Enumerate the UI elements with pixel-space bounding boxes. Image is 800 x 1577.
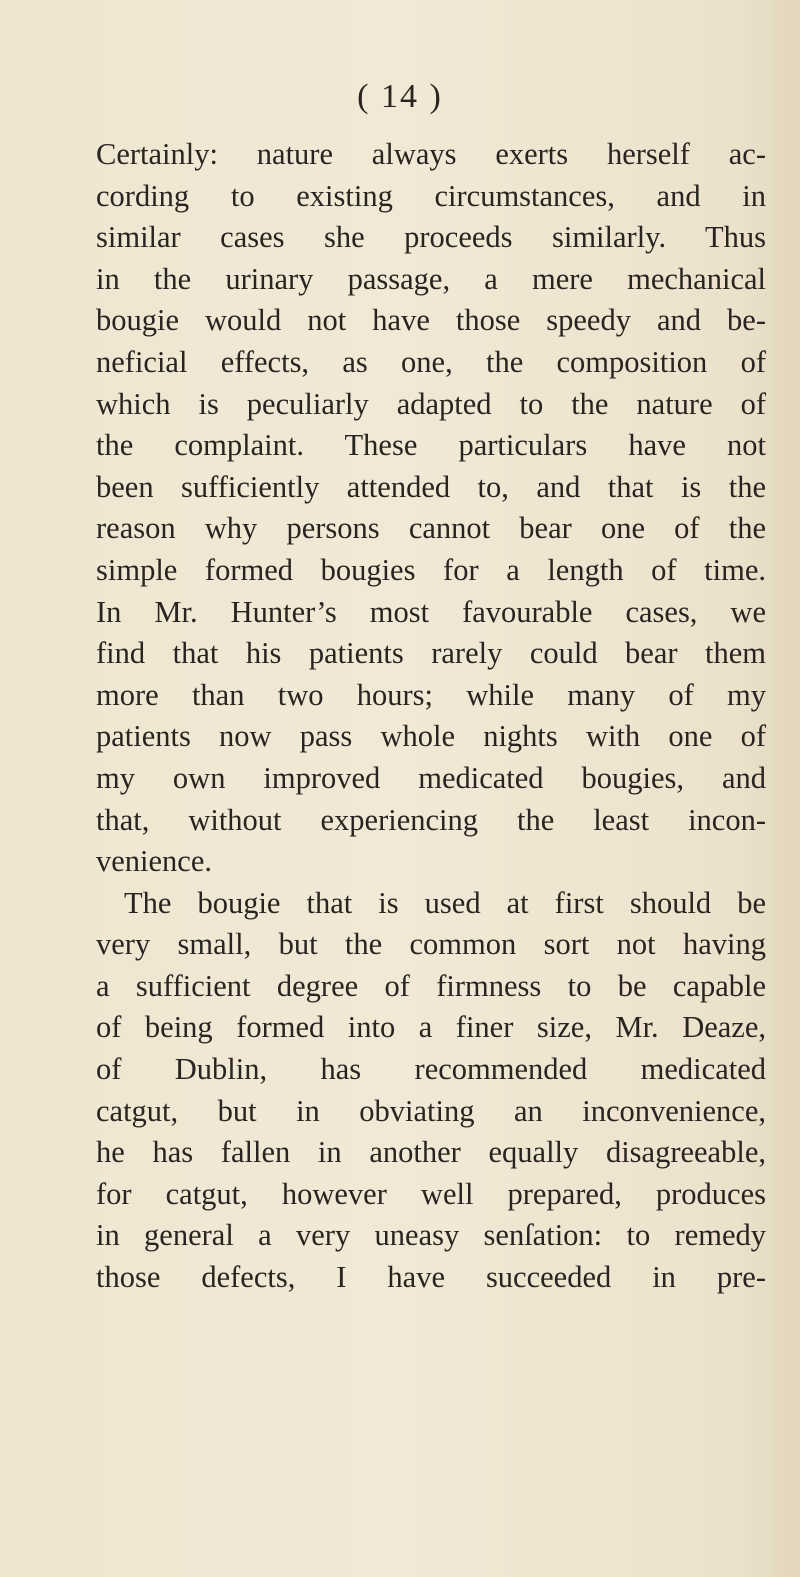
text-line: cording to existing circumstances, and in — [96, 178, 766, 213]
text-line: those defects, I have succeeded in pre- — [96, 1260, 766, 1295]
text-line: in the urinary passage, a mere mechanical — [96, 261, 766, 296]
text-line: bougie would not have those speedy and be- — [96, 303, 766, 338]
text-line: he has fallen in another equally disagreeable, — [96, 1135, 766, 1170]
text-line: very small, but the common sort not having — [96, 927, 766, 962]
text-line: neficial effects, as one, the composition of — [96, 344, 766, 379]
text-line: reason why persons cannot bear one of the — [96, 511, 766, 546]
text-line: find that his patients rarely could bear them — [96, 636, 766, 671]
text-line: In Mr. Hunter’s most favourable cases, we — [96, 594, 766, 629]
text-line: my own improved medicated bougies, and — [96, 760, 766, 795]
text-line: of being formed into a finer size, Mr. Deaze, — [96, 1010, 766, 1045]
text-line: in general a very uneasy senſation: to remedy — [96, 1218, 766, 1253]
paragraph-start-line: The bougie that is used at first should be — [124, 885, 766, 920]
text-line: the complaint. These particulars have not — [96, 428, 766, 463]
text-line: been sufficiently attended to, and that is the — [96, 469, 766, 504]
text-line: catgut, but in obviating an inconvenience, — [96, 1093, 766, 1128]
text-line: simple formed bougies for a length of time. — [96, 552, 766, 587]
page-number: ( 14 ) — [357, 78, 443, 115]
paragraph-end-line: venience. — [96, 844, 212, 879]
text-line: that, without experiencing the least incon- — [96, 802, 766, 837]
body-text — [96, 134, 766, 1299]
text-line: which is peculiarly adapted to the nature of — [96, 386, 766, 421]
text-line: similar cases she proceeds similarly. Thus — [96, 220, 766, 255]
text-line: a sufficient degree of firmness to be capable — [96, 968, 766, 1003]
text-line: for catgut, however well prepared, produces — [96, 1176, 766, 1211]
text-line: more than two hours; while many of my — [96, 677, 766, 712]
text-line: patients now pass whole nights with one of — [96, 719, 766, 754]
text-line: of Dublin, has recommended medicated — [96, 1052, 766, 1087]
text-line: Certainly: nature always exerts herself ac- — [96, 137, 766, 171]
